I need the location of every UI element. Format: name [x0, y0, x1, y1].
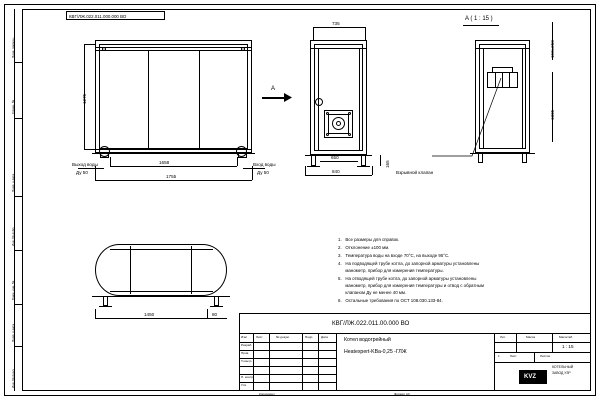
- side-dim-735-value: 735: [332, 21, 340, 26]
- title-scale-value: 1 : 15: [562, 344, 574, 349]
- notes-line-0: 1. Все размеры для справок.: [338, 237, 400, 242]
- front-top-rail-2: [95, 50, 252, 51]
- front-view-inner: [99, 44, 248, 149]
- water-in-du: Ду 50: [257, 170, 269, 175]
- detail-a-dim-1005: 1005: [550, 109, 555, 120]
- title-sheet-value: 1: [498, 354, 500, 358]
- side-dim-840-t2: [372, 166, 373, 175]
- company-line2: ЗАВОД УЗР: [552, 371, 571, 375]
- notes-line-7: клапаном Ду не менее 40 мм.: [338, 290, 407, 295]
- margin-label-5: Подп. и дата: [11, 323, 15, 342]
- side-leg-left: [311, 155, 316, 166]
- margin-label-3: Инв. № дубл.: [11, 226, 15, 246]
- plan-dim-1450-t2: [207, 309, 208, 318]
- water-in-leader: [243, 168, 265, 169]
- margin-sep-4: [14, 250, 22, 251]
- water-in-label: Вход воды: [253, 162, 276, 167]
- front-bolt-tl: [102, 47, 106, 51]
- title-lit-col-1: [516, 333, 517, 352]
- top-number-label: КВГ/ЛЖ.022.011.000.000 ВО: [69, 14, 127, 19]
- title-role-razrab: Разраб.: [241, 343, 253, 347]
- margin-sep-5: [14, 304, 22, 305]
- detail-a-leg-right: [522, 153, 527, 163]
- title-lit-col-2: [552, 333, 553, 352]
- side-dim-650-value: 650: [331, 155, 339, 160]
- detail-a-valve-rib-3: [509, 73, 510, 87]
- margin-sep-3: [14, 196, 22, 197]
- front-nozzle-left: [99, 146, 110, 157]
- title-sheet-label: Лист: [510, 354, 517, 358]
- title-product-line1: Котел водогрейный: [344, 337, 391, 343]
- front-dim-1755-value: 1755: [166, 174, 177, 179]
- title-head-data: Дата: [321, 335, 328, 339]
- side-nozzle: [315, 98, 323, 106]
- title-head-docum: № докум.: [276, 335, 290, 339]
- notes-line-8: 6. Остальные требования по ОСТ 108.030.133-84.: [338, 298, 443, 303]
- plan-leg-left: [103, 296, 108, 306]
- front-dim-1658-line: [110, 166, 237, 167]
- title-col-5: [336, 333, 337, 391]
- title-head-list: Лист: [256, 335, 263, 339]
- title-role-tkontr: Т.контр.: [241, 359, 253, 363]
- margin-sep-2: [14, 118, 22, 119]
- margin-label-2: Подп. и дата: [11, 173, 15, 192]
- side-door-bolt-bl: [326, 133, 329, 136]
- front-dim-1755-line: [95, 180, 252, 181]
- margin-sep-6: [14, 346, 22, 347]
- water-out-leader: [78, 168, 104, 169]
- side-dim-650-line: [320, 161, 358, 162]
- detail-a-valve-rib-2: [502, 73, 503, 87]
- detail-a-dim-right-mid: [552, 72, 553, 142]
- side-door-bolt-br: [348, 133, 351, 136]
- detail-a-underline: [463, 25, 499, 26]
- plan-leg-right: [214, 296, 219, 306]
- side-dim-165-value: 165: [385, 160, 390, 168]
- title-row-4: [239, 366, 336, 367]
- notes-line-3: 4. На подводящей трубе котла, до запорной арматуры установлены: [338, 261, 480, 266]
- side-right-edge: [359, 48, 360, 151]
- front-top-rail: [95, 47, 252, 48]
- notes-line-1: 2. Отклонение ±100 мм.: [338, 245, 390, 250]
- plan-split-1: [130, 246, 131, 294]
- plan-dim-80-line: [207, 318, 227, 319]
- plan-bottom-line: [110, 291, 213, 292]
- side-foot-left: [307, 166, 320, 167]
- plan-foot-right: [210, 306, 223, 307]
- side-leg-right: [361, 155, 366, 166]
- side-foot-right: [357, 166, 370, 167]
- detail-a-right-edge: [522, 48, 523, 149]
- plan-split-2: [191, 246, 192, 294]
- plan-dim-1450-line: [95, 318, 207, 319]
- water-out-du: Ду 50: [76, 170, 88, 175]
- front-dim-height-value: 1275: [82, 93, 87, 104]
- plan-dim-1450-value: 1450: [144, 312, 155, 317]
- front-dim-1658-value: 1658: [159, 160, 170, 165]
- title-product-line2: Heatexpert-KВа-0,25 -ГЛЖ: [344, 349, 407, 355]
- detail-a-dim-150-250: 150±250: [550, 40, 555, 58]
- side-dim-735-t2: [365, 27, 366, 40]
- margin-label-6: Инв. № подл.: [11, 368, 15, 388]
- plan-top-line: [110, 249, 213, 250]
- plan-foot-left: [99, 306, 112, 307]
- side-dim-840-line: [305, 175, 372, 176]
- front-base-line: [95, 149, 252, 150]
- footer-format-label: Формат A3: [394, 392, 410, 396]
- front-bolt-tr: [241, 47, 245, 51]
- view-arrow-a-label: A: [271, 86, 276, 92]
- title-block-row-0: [239, 333, 591, 334]
- plan-dim-80-value: 80: [212, 312, 218, 317]
- plan-base-line: [92, 296, 230, 297]
- side-dim-735-line: [313, 27, 365, 28]
- front-dim-height-ext-top: [84, 44, 95, 45]
- side-door-bolt-tr: [348, 112, 351, 115]
- side-door-bolt-tl: [326, 112, 329, 115]
- title-head-izm: Изм: [241, 335, 247, 339]
- front-panel-split-1: [148, 50, 149, 149]
- title-lit-row-2: [494, 352, 591, 353]
- notes-line-4: манометр, прибор для измерения температуры.: [338, 268, 444, 273]
- front-panel-split-2: [199, 50, 200, 149]
- explosion-valve-leader: [432, 76, 502, 174]
- title-block-drawing-number: КВГ/ЛЖ.022.011.00.000 ВО: [332, 320, 410, 327]
- margin-label-1: Справ. №: [11, 99, 15, 114]
- title-row-1: [239, 342, 336, 343]
- water-out-label: Выход воды: [72, 162, 98, 167]
- explosion-valve-label: Взрывной клапан: [396, 170, 434, 175]
- title-head-lit: Лит.: [500, 335, 506, 339]
- title-head-masshtab: Масштаб: [559, 335, 573, 339]
- footer-copy-label: Копировал: [259, 392, 275, 396]
- company-logo-text: KVZ: [524, 374, 536, 380]
- view-arrow-a-head: [284, 93, 292, 102]
- view-arrow-a-line: [262, 97, 286, 99]
- title-role-nkontr: Н. контр.: [241, 375, 254, 379]
- front-nozzle-right: [236, 146, 247, 157]
- margin-sep-1: [14, 62, 22, 63]
- plan-view-body: [95, 244, 227, 296]
- title-role-utv: Утв.: [241, 383, 247, 387]
- front-dim-1658-t1: [110, 157, 111, 166]
- title-sheet-col: [534, 352, 535, 362]
- side-burner-core: [336, 121, 341, 126]
- front-dim-height-ext-bot: [84, 149, 95, 150]
- notes-line-6: манометр, прибор для измерения температуры и отвод с обратным: [338, 283, 485, 288]
- title-sheet-row: [494, 362, 591, 363]
- notes-line-2: 3. Температура воды на входе 70°С, на выходе 95°С.: [338, 253, 450, 258]
- title-lit-row: [494, 342, 591, 343]
- side-dim-840-t1: [305, 166, 306, 175]
- margin-label-0: Перв. примен.: [11, 37, 15, 58]
- title-head-podp: Подп.: [305, 335, 314, 339]
- margin-label-4: Взам. инв. №: [11, 280, 15, 300]
- front-base-line-2: [92, 153, 255, 154]
- title-head-massa: Масса: [526, 335, 536, 339]
- title-role-prov: Пров.: [241, 351, 250, 355]
- side-dim-165-line: [380, 155, 381, 166]
- detail-a-title: A ( 1 : 15 ): [465, 16, 493, 22]
- front-dim-1658-t2: [237, 157, 238, 166]
- side-dim-735-t1: [313, 27, 314, 40]
- title-row-6: [239, 382, 336, 383]
- side-dim-840-value: 840: [332, 169, 340, 174]
- title-row-2: [239, 350, 336, 351]
- title-sheets-label: Листов: [540, 354, 551, 358]
- company-line1: КОТЕЛЬНЫЙ: [552, 365, 574, 369]
- plan-dim-1450-t1: [95, 309, 96, 318]
- title-row-3: [239, 358, 336, 359]
- notes-line-5: 5. На отводящей трубе котла, до запорной арматуры установлены: [338, 276, 477, 281]
